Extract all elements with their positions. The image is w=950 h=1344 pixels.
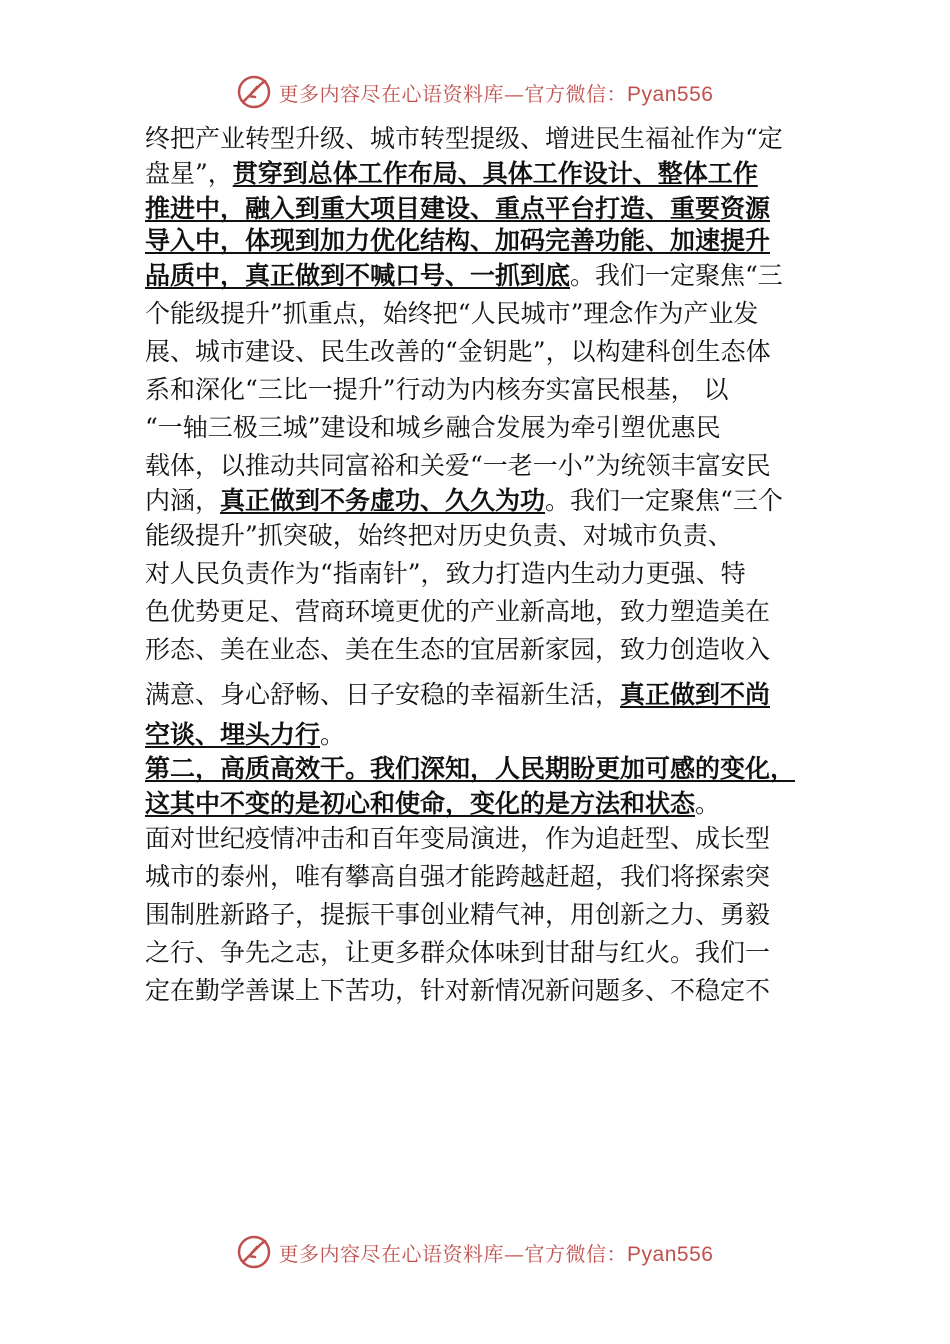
- body-text: 满意、身心舒畅、日子安稳的幸福新生活，: [145, 680, 621, 709]
- body-text: 盘星”，: [145, 159, 233, 188]
- footer-banner: [0, 1232, 950, 1272]
- body-text: 。: [320, 720, 346, 749]
- text-line: [145, 122, 783, 156]
- text-line: [145, 192, 770, 226]
- text-line: [145, 595, 770, 629]
- text-line: [145, 936, 770, 970]
- body-text: 。我们一定聚焦“三个: [545, 486, 783, 515]
- text-line: [145, 633, 770, 667]
- emphasis-text: 第二，高质高效干。我们深知，人民期盼更加可感的变化，: [145, 754, 796, 783]
- text-line: [145, 718, 345, 752]
- body-text: 城市的泰州，唯有攀高自强才能跨越赶超，我们将探索突: [145, 862, 771, 891]
- header-wechat-id: Pyan556: [627, 82, 714, 106]
- text-line: [145, 411, 721, 445]
- body-text: 围制胜新路子，提振干事创业精气神，用创新之力、勇毅: [145, 900, 771, 929]
- body-text: 形态、美在业态、美在生态的宜居新家园，致力创造收入: [145, 635, 771, 664]
- text-line: [145, 157, 758, 191]
- body-text: 展、城市建设、民生改善的“金钥匙”，以构建科创生态体: [145, 337, 771, 366]
- footer-banner-text: 更多内容尽在心语资料库—官方微信：Pyan556: [278, 1241, 714, 1266]
- text-line: [145, 373, 729, 407]
- body-text: 系和深化“三比一提升”行动为内核夯实富民根基， 以: [145, 375, 729, 404]
- emphasis-text: 推进中，融入到重大项目建设、重点平台打造、重要资源: [145, 194, 771, 223]
- text-line: [145, 860, 770, 894]
- body-text: 能级提升”抓突破，始终把对历史负责、对城市负责、: [145, 521, 733, 550]
- quill-logo-icon: [237, 75, 271, 109]
- text-line: [145, 557, 746, 591]
- body-text: 。: [695, 789, 721, 818]
- quill-logo-icon: [237, 1235, 271, 1269]
- footer-wechat-id: Pyan556: [627, 1242, 714, 1266]
- body-text: 色优势更足、营商环境更优的产业新高地，致力塑造美在: [145, 597, 771, 626]
- emphasis-text: 空谈、埋头力行: [145, 720, 321, 749]
- text-line: [145, 752, 795, 786]
- emphasis-text: 品质中，真正做到不喊口号、一抓到底: [145, 261, 571, 290]
- body-text: 对人民负责作为“指南针”，致力打造内生动力更强、特: [145, 559, 746, 588]
- text-line: [145, 898, 770, 932]
- header-banner: [0, 72, 950, 112]
- text-line: [145, 787, 720, 821]
- text-line: [145, 259, 783, 293]
- body-text: 。我们一定聚焦“三: [570, 261, 783, 290]
- emphasis-text: 真正做到不尚: [620, 680, 771, 709]
- body-text: 个能级提升”抓重点，始终把“人民城市”理念作为产业发: [145, 299, 759, 328]
- emphasis-text: 这其中不变的是初心和使命，变化的是方法和状态: [145, 789, 696, 818]
- text-line: [145, 224, 770, 258]
- body-text: 面对世纪疫情冲击和百年变局演进，作为追赶型、成长型: [145, 824, 771, 853]
- text-line: [145, 974, 770, 1008]
- emphasis-text: 真正做到不务虚功、久久为功: [220, 486, 546, 515]
- emphasis-text: 贯穿到总体工作布局、具体工作设计、整体工作: [232, 159, 758, 188]
- text-line: [145, 484, 783, 518]
- text-line: [145, 822, 770, 856]
- text-line: [145, 335, 771, 369]
- text-line: [145, 678, 770, 712]
- header-banner-text: 更多内容尽在心语资料库—官方微信：Pyan556: [278, 81, 714, 106]
- text-line: [145, 297, 758, 331]
- text-line: [145, 519, 733, 553]
- body-text: 内涵，: [145, 486, 221, 515]
- body-text: “一轴三极三城”建设和城乡融合发展为牵引塑优惠民: [145, 413, 721, 442]
- body-text: 终把产业转型升级、城市转型提级、增进民生福祉作为“定: [145, 124, 783, 153]
- body-text: 之行、争先之志，让更多群众体味到甘甜与红火。我们一: [145, 938, 771, 967]
- body-text: 定在勤学善谋上下苦功，针对新情况新问题多、不稳定不: [145, 976, 771, 1005]
- emphasis-text: 导入中，体现到加力优化结构、加码完善功能、加速提升: [145, 226, 771, 255]
- text-line: [145, 449, 771, 483]
- body-text: 载体，以推动共同富裕和关爱“一老一小”为统领丰富安民: [145, 451, 771, 480]
